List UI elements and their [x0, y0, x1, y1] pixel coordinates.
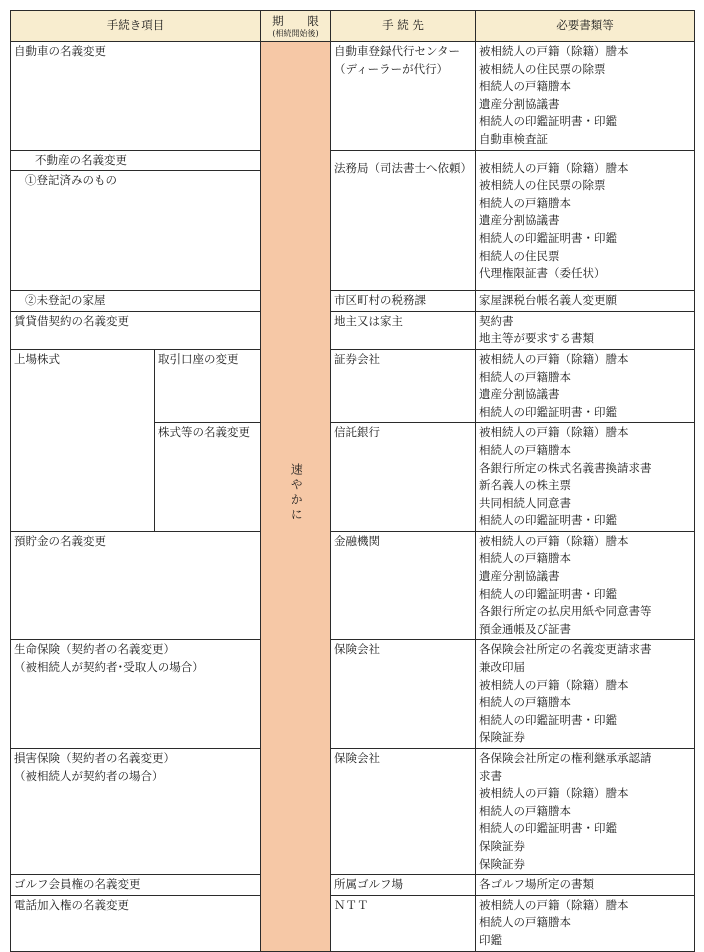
item-stock-name: 株式等の名義変更: [155, 423, 261, 532]
header-item: 手続き項目: [11, 11, 261, 42]
table-row: [11, 749, 695, 875]
dest-lease: 地主又は家主: [331, 311, 476, 349]
item-life-insurance: 生命保険（契約者の名義変更） （被相続人が契約者･受取人の場合）: [11, 640, 261, 749]
dest-stock-name: 信託銀行: [331, 423, 476, 532]
header-destination: 手 続 先: [331, 11, 476, 42]
dest-car: 自動車登録代行センター（ディーラーが代行）: [331, 42, 476, 151]
docs-life-insurance: 各保険会社所定の名義変更請求書 兼改印届 被相続人の戸籍（除籍）謄本 相続人の戸籍謄本 相続人の印鑑証明書・印鑑 保険証券: [476, 640, 695, 749]
docs-lease: 契約書 地主等が要求する書類: [476, 311, 695, 349]
item-car: 自動車の名義変更: [11, 42, 261, 151]
docs-realestate-registered: 被相続人の戸籍（除籍）謄本 被相続人の住民票の除票 相続人の戸籍謄本 遺産分割協議書 相続人の印鑑証明書・印鑑 相続人の住民票 代理権限証書（委任状）: [476, 150, 695, 291]
docs-damage-insurance: 各保険会社所定の権利継承承認請 求書 被相続人の戸籍（除籍）謄本 相続人の戸籍謄本 相続人の印鑑証明書・印鑑 保険証券 保険証券: [476, 749, 695, 875]
dest-golf: 所属ゴルフ場: [331, 875, 476, 896]
dest-stock-account: 証券会社: [331, 349, 476, 422]
item-realestate-unregistered: ②未登記の家屋: [11, 291, 261, 312]
item-damage-insurance: 損害保険（契約者の名義変更） （被相続人が契約者の場合）: [11, 749, 261, 875]
dest-realestate-unregistered: 市区町村の税務課: [331, 291, 476, 312]
header-row: [11, 11, 695, 42]
item-lease: 賃貸借契約の名義変更: [11, 311, 261, 349]
procedure-table: [10, 10, 695, 952]
table-row: [11, 531, 695, 640]
item-golf: ゴルフ会員権の名義変更: [11, 875, 261, 896]
item-stock: 上場株式: [11, 349, 155, 531]
dest-life-insurance: 保険会社: [331, 640, 476, 749]
docs-stock-name: 被相続人の戸籍（除籍）謄本 相続人の戸籍謄本 各銀行所定の株式名義書換請求書 新名義人の株主票 共同相続人同意書 相続人の印鑑証明書・印鑑: [476, 423, 695, 532]
item-phone: 電話加入権の名義変更: [11, 895, 261, 951]
item-realestate-registered: ①登記済みのもの: [11, 171, 261, 291]
dest-phone: ＮＴＴ: [331, 895, 476, 951]
table-row: [11, 349, 695, 422]
header-deadline: 期 限 (相続開始後): [261, 11, 331, 42]
dest-damage-insurance: 保険会社: [331, 749, 476, 875]
dest-deposit: 金融機関: [331, 531, 476, 640]
header-documents: 必要書類等: [476, 11, 695, 42]
table-row: [11, 875, 695, 896]
docs-stock-account: 被相続人の戸籍（除籍）謄本 相続人の戸籍謄本 遺産分割協議書 相続人の印鑑証明書・印鑑: [476, 349, 695, 422]
table-row: [11, 640, 695, 749]
deadline-cell: 速やかに: [261, 42, 331, 952]
item-realestate: 不動産の名義変更: [11, 150, 261, 171]
docs-realestate-unregistered: 家屋課税台帳名義人変更願: [476, 291, 695, 312]
table-row: [11, 291, 695, 312]
table-row: [11, 42, 695, 151]
docs-golf: 各ゴルフ場所定の書類: [476, 875, 695, 896]
item-stock-account: 取引口座の変更: [155, 349, 261, 422]
item-deposit: 預貯金の名義変更: [11, 531, 261, 640]
docs-phone: 被相続人の戸籍（除籍）謄本 相続人の戸籍謄本 印鑑: [476, 895, 695, 951]
table-row: [11, 311, 695, 349]
procedure-table-page: [10, 10, 694, 947]
dest-realestate-registered: 法務局（司法書士へ依頼）: [331, 150, 476, 291]
table-row: [11, 150, 695, 171]
docs-car: 被相続人の戸籍（除籍）謄本 被相続人の住民票の除票 相続人の戸籍謄本 遺産分割協議書 相続人の印鑑証明書・印鑑 自動車検査証: [476, 42, 695, 151]
docs-deposit: 被相続人の戸籍（除籍）謄本 相続人の戸籍謄本 遺産分割協議書 相続人の印鑑証明書・印鑑 各銀行所定の払戻用紙や同意書等 預金通帳及び証書: [476, 531, 695, 640]
